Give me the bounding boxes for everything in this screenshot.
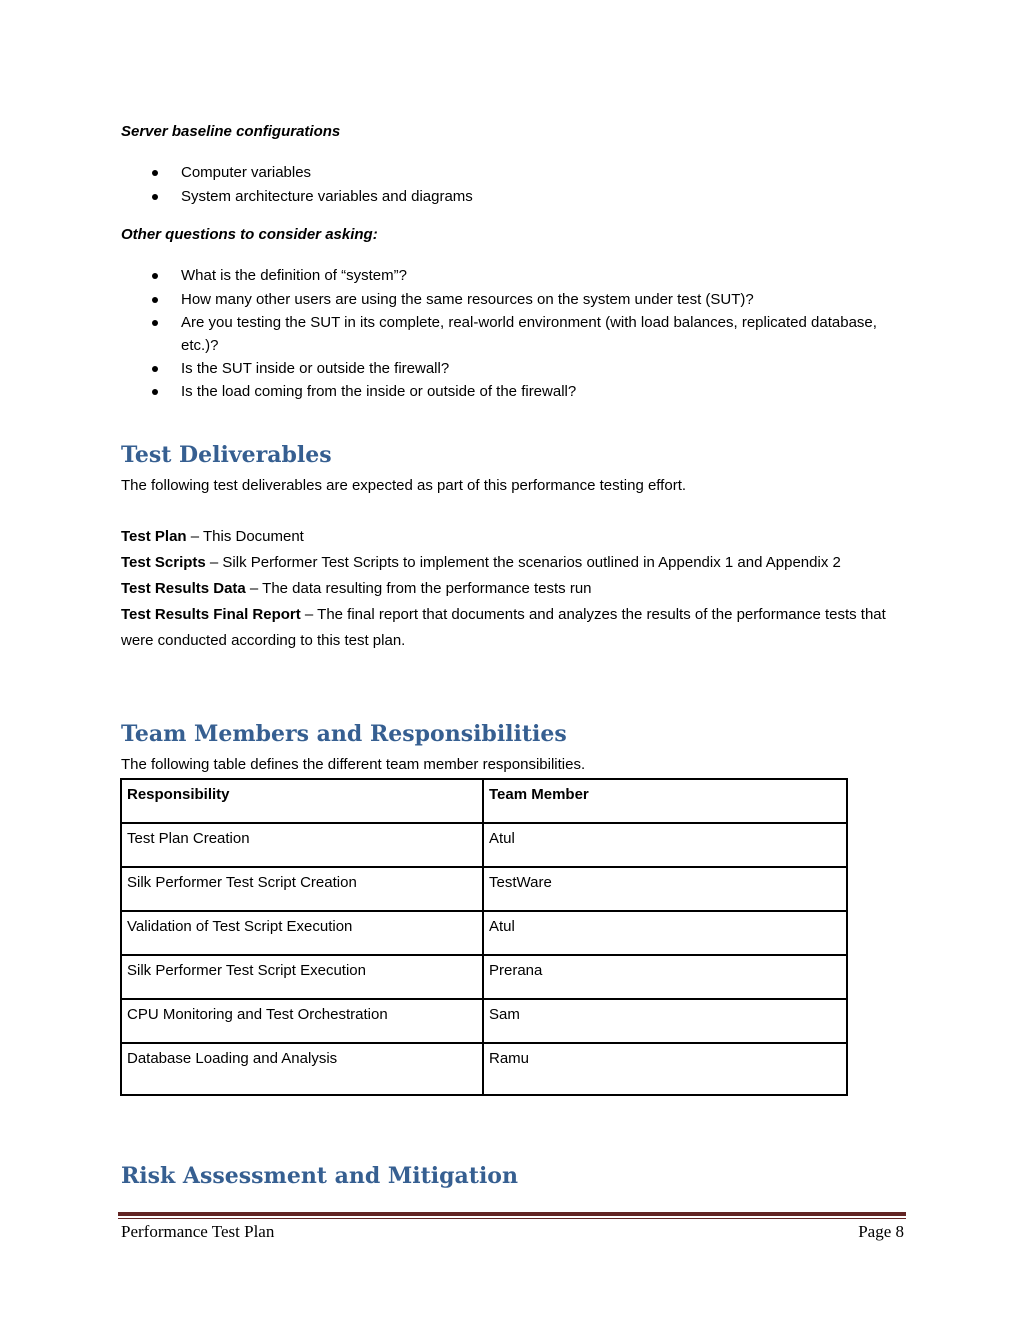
table-header-row — [121, 779, 847, 823]
footer-page-number: Page 8 — [858, 1222, 904, 1241]
footer-title: Performance Test Plan — [121, 1222, 275, 1241]
other-questions-heading: Other questions to consider asking: — [121, 226, 378, 243]
column-header-team-member: Team Member — [483, 779, 847, 823]
table-row — [121, 911, 847, 955]
cell-team-member: TestWare — [483, 867, 847, 911]
cell-team-member: Ramu — [483, 1043, 847, 1095]
cell-responsibility: Silk Performer Test Script Execution — [121, 955, 483, 999]
server-baseline-heading: Server baseline configurations — [121, 123, 341, 140]
bullet-icon — [152, 320, 158, 326]
bullet-icon — [152, 194, 158, 200]
section-heading-team-members: Team Members and Responsibilities — [121, 721, 567, 747]
bullet-icon — [152, 273, 158, 279]
deliverable-item: Test Results Data – The data resulting from the performance tests run — [121, 580, 592, 597]
cell-responsibility: Validation of Test Script Execution — [121, 911, 483, 955]
footer-rule — [118, 1212, 906, 1216]
footer-rule-thin — [118, 1218, 906, 1219]
cell-responsibility: Test Plan Creation — [121, 823, 483, 867]
cell-responsibility: CPU Monitoring and Test Orchestration — [121, 999, 483, 1043]
table-row — [121, 1043, 847, 1095]
bullet-icon — [152, 170, 158, 176]
cell-team-member: Sam — [483, 999, 847, 1043]
deliverable-item: Test Results Final Report – The final report that documents and analyzes the results of the performance tests that were conducted according to this test plan. — [121, 606, 886, 649]
bullet-icon — [152, 297, 158, 303]
table-row — [121, 867, 847, 911]
bullet-icon — [152, 366, 158, 372]
section-heading-risk-assessment: Risk Assessment and Mitigation — [121, 1163, 518, 1189]
table-row — [121, 955, 847, 999]
team-table — [120, 778, 848, 1096]
bullet-icon — [152, 389, 158, 395]
cell-team-member: Prerana — [483, 955, 847, 999]
cell-responsibility: Silk Performer Test Script Creation — [121, 867, 483, 911]
column-header-responsibility: Responsibility — [121, 779, 483, 823]
deliverables-list — [121, 524, 911, 654]
team-intro: The following table defines the different team member responsibilities. — [121, 756, 586, 773]
deliverable-item: Test Scripts – Silk Performer Test Scripts to implement the scenarios outlined in Appendix 1 and Appendix 2 — [121, 554, 841, 571]
test-deliverables-intro: The following test deliverables are expected as part of this performance testing effort. — [121, 477, 687, 494]
section-heading-test-deliverables: Test Deliverables — [121, 442, 332, 468]
cell-team-member: Atul — [483, 911, 847, 955]
table-row — [121, 999, 847, 1043]
table-row — [121, 823, 847, 867]
deliverable-item: Test Plan – This Document — [121, 528, 304, 545]
cell-team-member: Atul — [483, 823, 847, 867]
cell-responsibility: Database Loading and Analysis — [121, 1043, 483, 1095]
